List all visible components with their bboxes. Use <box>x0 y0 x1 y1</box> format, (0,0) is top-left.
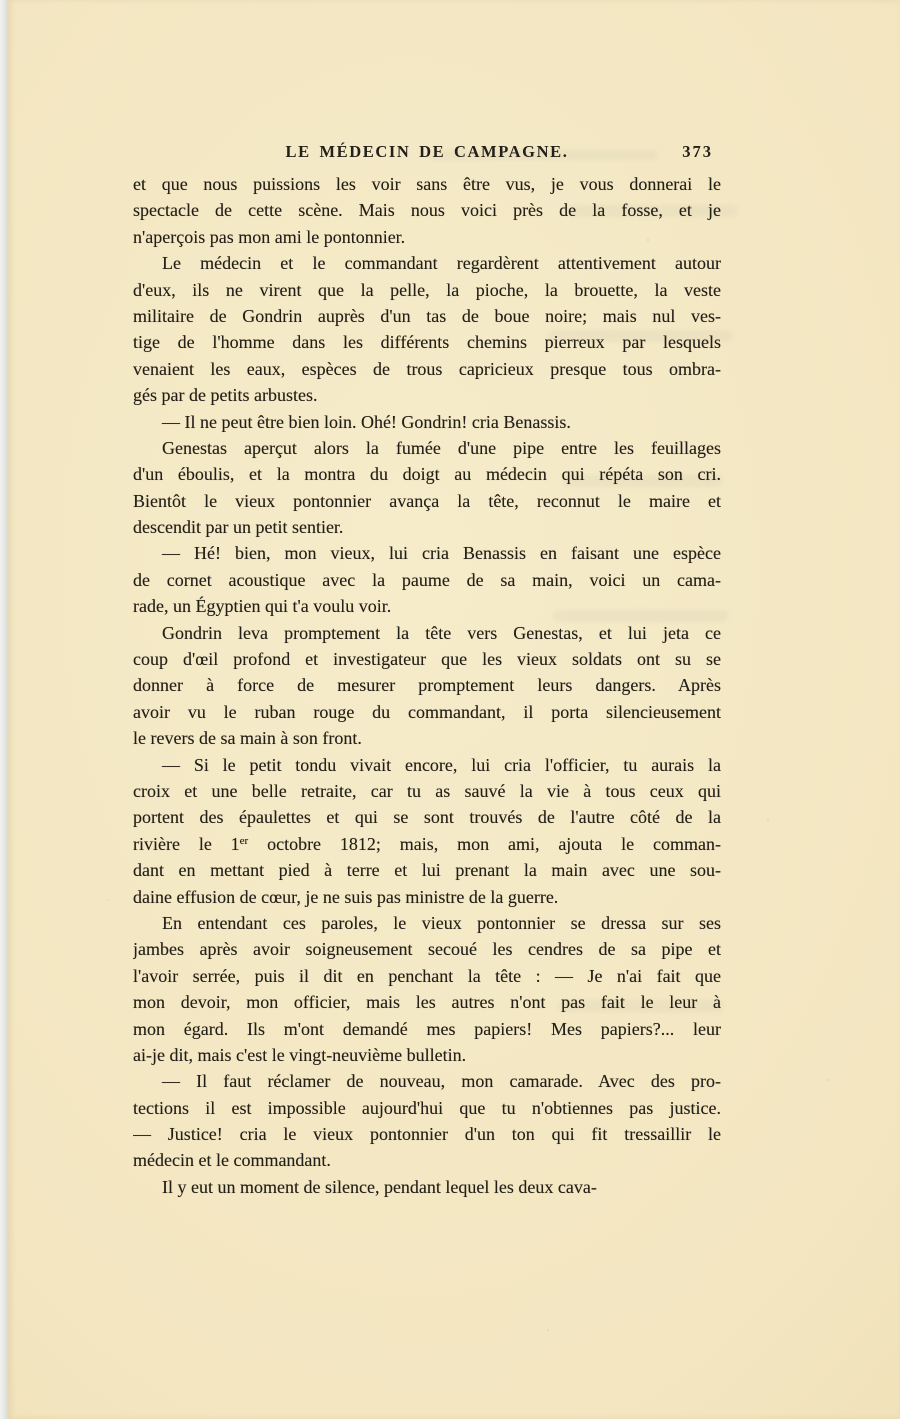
text-line: coup d'œil profond et investigateur que les vieux soldats ont su se <box>133 649 721 670</box>
paragraph <box>133 910 721 1068</box>
text-line: donner à force de mesurer promptement leurs dangers. Après <box>133 675 721 696</box>
text-line: mon devoir, mon officier, mais les autres n'ont pas fait le leur à <box>133 992 721 1013</box>
text-line: — Justice! cria le vieux pontonnier d'un ton qui fit tressaillir le <box>133 1124 721 1145</box>
text-line: tections il est impossible aujourd'hui que tu n'obtiennes pas justice. <box>133 1097 721 1118</box>
paragraph <box>133 540 721 619</box>
text-line: — Il ne peut être bien loin. Ohé! Gondrin! cria Benassis. <box>162 411 571 432</box>
paragraph <box>133 171 721 250</box>
paragraph <box>133 1174 721 1200</box>
text-line: croix et une belle retraite, car tu as sauvé la vie à tous ceux qui <box>133 780 721 801</box>
text-line: descendit par un petit sentier. <box>133 517 344 538</box>
text-line: militaire de Gondrin auprès d'un tas de boue noire; mais nul ves- <box>133 305 721 326</box>
text-line: Bientôt le vieux pontonnier avança la tête, reconnut le maire et <box>133 490 721 511</box>
paragraph <box>133 752 721 910</box>
text-line: dant en mettant pied à terre et lui prenant la main avec une sou- <box>133 860 721 881</box>
text-line: et que nous puissions les voir sans être vus, je vous donnerai le <box>133 174 721 194</box>
text-line: Le médecin et le commandant regardèrent attentivement autour <box>162 253 721 274</box>
text-line: rivière le 1er octobre 1812; mais, mon ami, ajouta le comman- <box>133 833 721 854</box>
page-header <box>133 142 721 164</box>
text-line: portent des épaulettes et qui se sont trouvés de l'autre côté de la <box>133 807 721 828</box>
text-line: Il y eut un moment de silence, pendant lequel les deux cava- <box>162 1176 597 1197</box>
text-line: spectacle de cette scène. Mais nous voici près de la fosse, et je <box>133 200 721 221</box>
text-line: Gondrin leva promptement la tête vers Genestas, et lui jeta ce <box>162 622 721 643</box>
page-number: 373 <box>682 142 713 161</box>
paragraph <box>133 409 721 435</box>
paragraph <box>133 620 721 752</box>
text-line: ai-je dit, mais c'est le vingt-neuvième bulletin. <box>133 1044 467 1065</box>
text-line: daine effusion de cœur, je ne suis pas ministre de la guerre. <box>133 886 559 907</box>
text-line: tige de l'homme dans les différents chemins pierreux par lesquels <box>133 332 721 353</box>
text-line: — Hé! bien, mon vieux, lui cria Benassis en faisant une espèce <box>162 543 721 564</box>
paragraph <box>133 435 721 541</box>
page-body <box>133 171 721 1200</box>
book-page-paper <box>8 0 900 1419</box>
text-line: mon égard. Ils m'ont demandé mes papiers! Mes papiers?... leur <box>133 1018 721 1039</box>
paragraph <box>133 250 721 408</box>
text-line: avoir vu le ruban rouge du commandant, il porta silencieusement <box>133 701 721 722</box>
text-line: rade, un Égyptien qui t'a voulu voir. <box>133 596 392 617</box>
text-line: — Il faut réclamer de nouveau, mon camarade. Avec des pro- <box>162 1071 721 1092</box>
paragraph <box>133 1068 721 1174</box>
superscript-ordinal: er <box>239 834 249 847</box>
text-line: gés par de petits arbustes. <box>133 385 318 406</box>
running-title: LE MÉDECIN DE CAMPAGNE. <box>285 142 569 161</box>
text-line: Genestas aperçut alors la fumée d'une pipe entre les feuillages <box>162 437 721 458</box>
text-line: médecin et le commandant. <box>133 1150 331 1171</box>
text-line: de cornet acoustique avec la paume de sa main, voici un cama- <box>133 569 721 590</box>
text-line: d'eux, ils ne virent que la pelle, la pioche, la brouette, la veste <box>133 279 721 300</box>
text-line: d'un éboulis, et la montra du doigt au médecin qui répéta son cri. <box>133 464 721 485</box>
text-line: n'aperçois pas mon ami le pontonnier. <box>133 226 406 247</box>
text-line: — Si le petit tondu vivait encore, lui cria l'officier, tu aurais la <box>162 754 721 775</box>
text-line: le revers de sa main à son front. <box>133 728 362 749</box>
text-line: En entendant ces paroles, le vieux pontonnier se dressa sur ses <box>162 912 721 933</box>
text-line: jambes après avoir soigneusement secoué les cendres de sa pipe et <box>133 939 721 960</box>
text-line: l'avoir serrée, puis il dit en penchant la tête : — Je n'ai fait que <box>133 965 721 986</box>
text-line: venaient les eaux, espèces de trous capricieux presque tous ombra- <box>133 358 721 379</box>
